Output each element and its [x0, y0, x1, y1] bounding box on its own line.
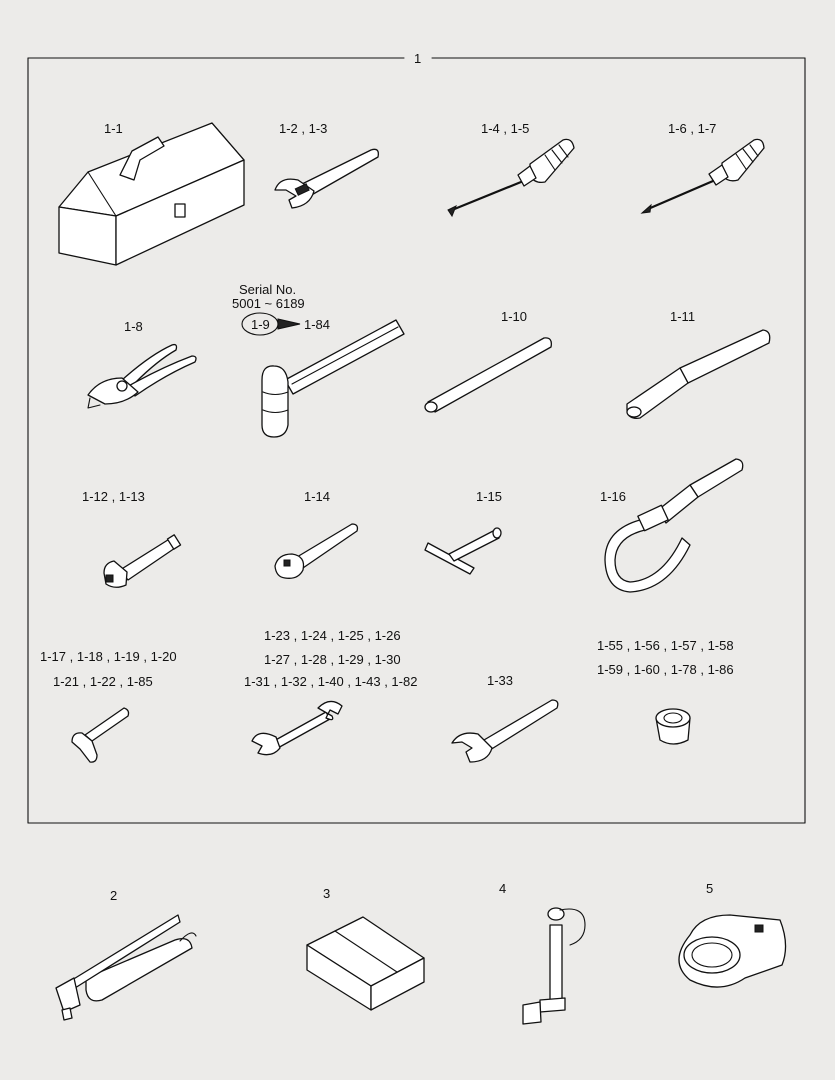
- label-2: 2: [110, 888, 118, 903]
- label-1-11: 1-11: [670, 309, 696, 324]
- label-1-10: 1-10: [501, 309, 528, 324]
- t-handle-wrench-icon: [425, 528, 501, 574]
- grease-gun-icon: [56, 915, 196, 1020]
- label-1-33: 1-33: [487, 673, 514, 688]
- socket-extension-icon: [104, 535, 181, 587]
- label-4: 4: [499, 881, 507, 896]
- label-1-84: 1-84: [304, 317, 331, 332]
- filter-wrench-icon: [605, 459, 743, 592]
- label-5: 5: [706, 881, 714, 896]
- pliers-icon: [88, 345, 196, 408]
- open-end-wrench-icon: [452, 700, 558, 762]
- group-1-label: 1: [414, 51, 422, 66]
- flat-bar-icon: [627, 330, 770, 418]
- screwdriver-flat-icon: [448, 139, 574, 216]
- ratchet-ring-icon: [679, 915, 786, 987]
- label-1-17-row2: 1-21 , 1-22 , 1-85: [53, 674, 153, 689]
- grease-hose-icon: [523, 908, 585, 1024]
- label-1-55-row2: 1-59 , 1-60 , 1-78 , 1-86: [597, 662, 734, 677]
- ratchet-icon: [275, 524, 357, 578]
- label-1-6: 1-6 , 1-7: [668, 121, 717, 136]
- label-3: 3: [323, 886, 331, 901]
- label-1-1: 1-1: [104, 121, 123, 136]
- label-1-9: 1-9: [251, 317, 270, 332]
- label-1-2: 1-2 , 1-3: [279, 121, 328, 136]
- label-1-16: 1-16: [600, 489, 627, 504]
- serial-range: 5001 ~ 6189: [232, 296, 305, 311]
- label-1-8: 1-8: [124, 319, 143, 334]
- hex-key-icon: [72, 708, 129, 762]
- box-icon: [307, 917, 424, 1010]
- serial-title: Serial No.: [239, 282, 297, 297]
- label-1-23-row1: 1-23 , 1-24 , 1-25 , 1-26: [264, 628, 401, 643]
- adjustable-wrench-icon: [275, 149, 378, 208]
- label-1-4: 1-4 , 1-5: [481, 121, 530, 136]
- label-1-17-row1: 1-17 , 1-18 , 1-19 , 1-20: [40, 649, 177, 664]
- label-1-15: 1-15: [476, 489, 503, 504]
- screwdriver-phillips-icon: [642, 139, 764, 213]
- round-bar-icon: [425, 338, 551, 412]
- label-1-14: 1-14: [304, 489, 331, 504]
- label-1-23-row2: 1-27 , 1-28 , 1-29 , 1-30: [264, 652, 401, 667]
- toolbox-icon: [59, 123, 244, 265]
- label-1-55-row1: 1-55 , 1-56 , 1-57 , 1-58: [597, 638, 734, 653]
- label-1-23-row3: 1-31 , 1-32 , 1-40 , 1-43 , 1-82: [244, 674, 418, 689]
- label-1-12: 1-12 , 1-13: [82, 489, 145, 504]
- socket-icon: [656, 709, 690, 744]
- double-open-wrench-icon: [252, 701, 342, 754]
- hammer-icon: [262, 320, 404, 437]
